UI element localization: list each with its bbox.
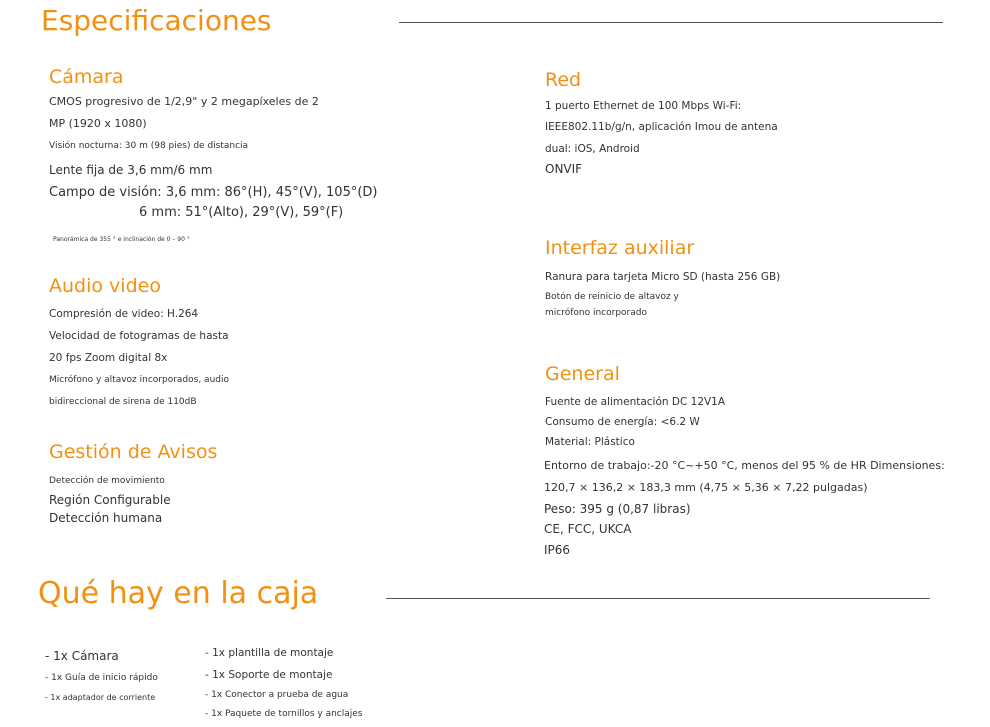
camera-lens: Lente fija de 3,6 mm/6 mm <box>49 163 213 177</box>
box-item-mounting-bracket: - 1x Soporte de montaje <box>205 669 333 681</box>
specs-divider <box>399 22 943 23</box>
audio-video-heading: Audio video <box>49 275 161 297</box>
general-line1: Fuente de alimentación DC 12V1A <box>545 396 726 408</box>
aux-line3: micrófono incorporado <box>545 308 647 318</box>
box-item-waterproof-connector: - 1x Conector a prueba de agua <box>205 690 349 700</box>
alerts-line1: Detección de movimiento <box>49 476 165 486</box>
alerts-line2: Región Configurable <box>49 493 171 507</box>
network-line3: dual: iOS, Android <box>545 143 640 155</box>
general-line4: Entorno de trabajo:-20 °C~+50 °C, menos del 95 % de HR Dimensiones: <box>544 459 945 472</box>
camera-heading: Cámara <box>49 66 124 88</box>
audio-video-line1: Compresión de video: H.264 <box>49 308 199 320</box>
general-line6: Peso: 395 g (0,87 libras) <box>544 502 691 516</box>
camera-pan-tilt: Panorámica de 355 ° e inclinación de 0 – 90 ° <box>53 236 190 243</box>
general-line7: CE, FCC, UKCA <box>544 522 632 536</box>
audio-video-line5: bidireccional de sirena de 110dB <box>49 397 197 407</box>
box-item-screw-pack: - 1x Paquete de tornillos y anclajes <box>205 709 363 719</box>
audio-video-line4: Micrófono y altavoz incorporados, audio <box>49 375 229 385</box>
network-line1: 1 puerto Ethernet de 100 Mbps Wi-Fi: <box>545 100 742 112</box>
aux-line2: Botón de reinicio de altavoz y <box>545 292 679 302</box>
specs-heading: Especificaciones <box>41 4 272 37</box>
box-heading: Qué hay en la caja <box>38 576 319 611</box>
box-item-power-adapter: - 1x adaptador de corriente <box>45 693 156 702</box>
audio-video-line3: 20 fps Zoom digital 8x <box>49 352 168 364</box>
camera-sensor-line1: CMOS progresivo de 1/2,9" y 2 megapíxeles de 2 <box>49 95 319 108</box>
aux-heading: Interfaz auxiliar <box>545 237 695 259</box>
network-line2: IEEE802.11b/g/n, aplicación Imou de antena <box>545 121 778 133</box>
general-line2: Consumo de energía: <6.2 W <box>545 416 700 428</box>
camera-night-vision: Visión nocturna: 30 m (98 pies) de distancia <box>49 141 249 151</box>
box-item-mounting-template: - 1x plantilla de montaje <box>205 647 334 659</box>
network-heading: Red <box>545 69 582 91</box>
alerts-heading: Gestión de Avisos <box>49 441 218 463</box>
box-item-camera: - 1x Cámara <box>45 649 119 663</box>
box-divider <box>386 598 930 599</box>
general-line5: 120,7 × 136,2 × 183,3 mm (4,75 × 5,36 × 7,22 pulgadas) <box>544 481 868 494</box>
general-line8: IP66 <box>544 543 571 557</box>
camera-sensor-line2: MP (1920 x 1080) <box>49 117 147 130</box>
alerts-line3: Detección humana <box>49 511 163 525</box>
aux-line1: Ranura para tarjeta Micro SD (hasta 256 GB) <box>545 271 781 283</box>
general-line3: Material: Plástico <box>545 436 635 448</box>
camera-fov-line1: Campo de visión: 3,6 mm: 86°(H), 45°(V), 105°(D) <box>49 185 378 200</box>
network-line4: ONVIF <box>545 162 583 176</box>
camera-fov-line2: 6 mm: 51°(Alto), 29°(V), 59°(F) <box>139 205 344 220</box>
general-heading: General <box>545 363 620 385</box>
audio-video-line2: Velocidad de fotogramas de hasta <box>49 330 229 342</box>
box-item-quick-guide: - 1x Guía de inicio rápido <box>45 673 158 683</box>
